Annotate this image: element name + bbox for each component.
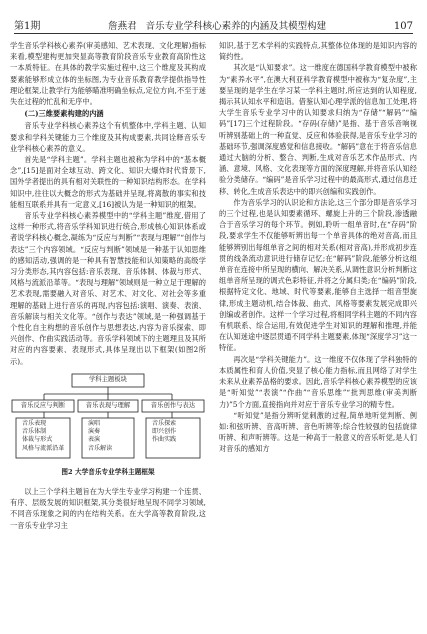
page-number: 107	[393, 21, 413, 32]
framework-content-item: 体裁与形式	[22, 436, 53, 444]
framework-domain-label: 音乐反应与判断	[20, 401, 66, 409]
section-subheading: (二)三维要素构建的内涵	[24, 109, 104, 119]
framework-content-item: 风格与流派沿革	[22, 444, 65, 452]
paragraph: 音乐专业学科核心素养模型中的“学科主题”维度,借用了这样一种形式,将音乐学科知识进行统合,形成核心知识体系或者说学科核心概念,凝练为“反应与判断”“表现与理解”“创作与表达”三个内容领域。“反应与判断”领域是一种基于认知思维的感知活动,强调的是一种具有智慧技能和认知策略的高级学习分类形态,其内容包括:音乐表现、音乐体制、体裁与形式、风格与流派沿革等。“表现与理解”领域则是一种立足于理解的艺术表现,需要融入对音乐、对艺术、对文化、对社会等多重理解的基础上进行音乐的再现,内容包括:演唱、演奏、表演、音乐解读与相关文化等。“创作与表达”领域,是一种强调基于个性化自主构想的音乐创作与思想表达,内容为音乐探索、即兴创作、作曲实践活动等。音乐学科领域下的主题理且及其所对应的内容要素、表现形式,具体呈现出以下框架(如图2所示)。	[10, 211, 206, 366]
paragraph: 再次是“学科关键能力”。这一维度不仅体现了学科独特的本质属性和育人价值,突显了核心能力指标,而且网络了对学生未来从业素养品格的要求。因此,音乐学科核心素养模型的应该是“听知觉”“表演”“作曲”“音乐思维”“批判思维(审美判断力)”5个方面,直接指向并对应于音乐专业学习的精专性。	[219, 354, 417, 409]
paragraph: 以上三个学科主题旨在为大学生专业学习构建一个连贯、有序、层级发展的知识框架,其分类很好地呈现不同学习领域,不同音乐现象之间的内在结构关系。在大学高等教育阶段,这一音乐专业学习主	[10, 486, 206, 530]
header-author: 詹燕君	[108, 21, 137, 32]
paragraph: 其次是“认知要求”。这一维度在德国科学教育模型中被称为“素养水平”,在澳大利亚科学教育模型中被称为“复杂度”,主要呈现的是学生在学习某一学科主题时,所应达到的认知程度,揭示其认知水平和造诣。借鉴认知心理学派的信息加工处理,将大学生音乐专业学习中的认知要求归纳为“存储”“解码”“编码”[17]三个过程阶段。“存码(存储)”是指、基于音乐音响视听辨别基础上的一种直觉、反应和体验获得,是音乐专业学习的基础环节,强调深度感觉和信息接收。“解码”意在于将音乐信息通过大脑的分析、整合、判断,生成对音乐艺术作品形式、内涵、意境、风格、文化表现等方面的深度理解,并将音乐认知经验分类储存。“编码”是音乐学习过程中的最高形式,通过信息迁移、转化,生成音乐表达中的即兴创编和实践创作。	[219, 63, 417, 196]
framework-content-item: 音乐探索	[152, 419, 177, 427]
framework-domain-label: 音乐创作与表达	[150, 401, 196, 409]
framework-top-label: 学科主题板块	[88, 375, 128, 383]
framework-content-list	[22, 420, 70, 453]
framework-content-item: 音乐表现	[22, 419, 47, 427]
paragraph: 首先是“学科主题”。学科主题也被称为学科中的“基本概念”,[15]是面对全球互动、跨文化、知识大爆炸时代背景下,国外学者提出的具有相对关联性的一种知识结构形态。在学科知识中,往往以大概念的形式为基础并呈现,将离散的事实和技能相互联系并具有一定意义,[16]被认为是一种知识的框架。	[10, 155, 206, 209]
right-column	[219, 40, 417, 628]
framework-content-item: 即兴创作	[152, 428, 177, 436]
paragraph: 音乐专业学科核心素养这个有机整体中,学科主题、认知要求和学科关键能力三个维度及其构成要素,共同诠释音乐专业学科核心素养的意义。	[10, 121, 206, 153]
framework-domain-label: 音乐表现与理解	[85, 401, 131, 409]
framework-content-item: 演唱	[88, 419, 101, 427]
paragraph: “听知觉”是指分辨听觉刺激的过程,简单地听觉判断、例如:和弦听辨、音高听辨、音色听辨等;综合性较强的包括旋律听辨、和声听辨等。这是一种高于一般意义的音乐听觉,是人们对音乐的感知方	[219, 410, 417, 454]
paragraph: 学生音乐学科核心素养(审美感知、艺术表现、文化理解)指标来看,模型建构更加突显高等教育阶段音乐专业教育高阶性这一本质特征。在具体的教学实施过程中,这三个维度及其构成要素能够形成立体的坐标图,为专业音乐教育教学提供指导性理论框架,让教学行为能够瞄准明确坐标点,定位方向,不至于迷失在过程的忙乱和无序中。	[10, 41, 206, 107]
framework-content-item: 音乐解读	[88, 444, 113, 452]
running-title	[40, 18, 394, 32]
header-title: 音乐专业学科核心素养的内涵及其模型构建	[145, 21, 327, 32]
framework-content-item: 表演	[88, 436, 101, 444]
page-header	[14, 12, 413, 32]
framework-content-list	[152, 420, 200, 445]
left-column	[10, 40, 206, 628]
figure-subject-theme-framework	[10, 372, 206, 484]
figure-caption: 图2 大学音乐专业学科主题框架	[61, 467, 155, 476]
paragraph: 知识,基于艺术学科的实践特点,其整体位体现的是知识内容的简约性。	[219, 41, 417, 62]
framework-content-item: 作曲实践	[152, 436, 177, 444]
framework-content-list	[88, 420, 134, 453]
paragraph: 作为音乐学习的认识论和方法论,这三个部分即是音乐学习的三个过程,也是认知要素循环、螺旋上升的三个阶段,渗透融合于音乐学习的每个环节。例如,聆听一组单音时,在“存码”阶段,要求学生不仅能够听辨出每一个单音具体的绝对音高,而且能够辨别出每组单音之间的相对关系(相对音高),并形成初步连贯的线条流动意识进行储存记忆;在“解码”阶段,能够分析这组单音在连接中所呈现的横向、解决关系,从调性意识分析判断这组单音所呈现的调式色彩特征,并将之分属归类;在“编码”阶段,根据特定文化、地域、时代等要素,能够自主选择一组音型旋律,形成主题动机,结合体裁、曲式、风格等要素发展完成即兴创编或者创作。这样一个学习过程,将相同学科主题的不同内容有机联系、综合运用,有效促进学生对知识的理解和推理,并能在认知迷途中逐层贯通不同学科主题要素,体现“深度学习”这一特征。	[219, 197, 417, 353]
framework-content-item: 演奏	[88, 428, 101, 436]
header-rule	[14, 33, 413, 34]
framework-content-item: 音乐体制	[22, 428, 47, 436]
issue-number: 第1期	[14, 21, 41, 32]
